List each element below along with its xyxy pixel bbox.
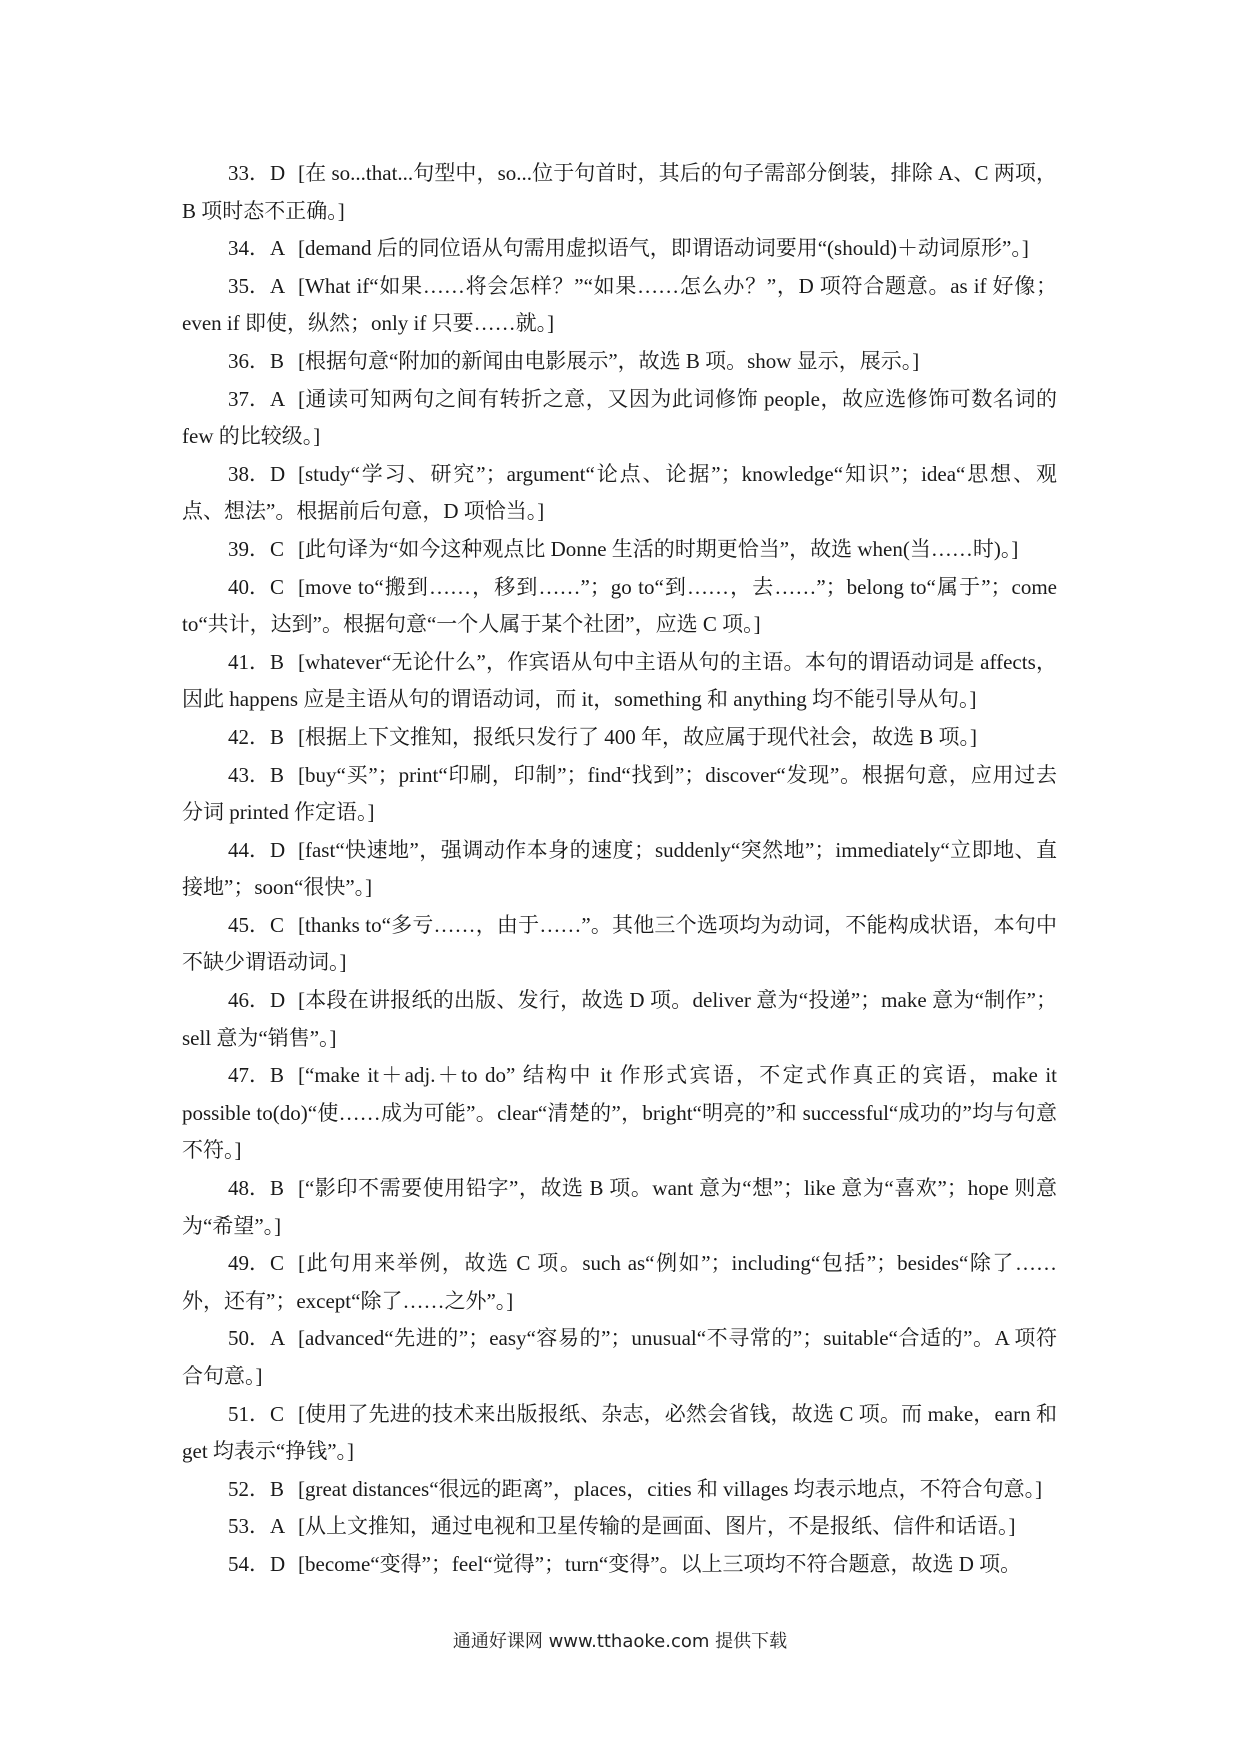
- question-number: 43．: [228, 762, 270, 787]
- question-number: 46．: [228, 988, 270, 1013]
- explanation-text: [从上文推知，通过电视和卫星传输的是画面、图片，不是报纸、信件和话语。]: [298, 1514, 1016, 1539]
- answer-letter: A: [270, 236, 286, 261]
- question-number: 51．: [228, 1401, 270, 1426]
- question-number: 45．: [228, 912, 270, 937]
- question-number: 40．: [228, 574, 270, 599]
- question-number: 39．: [228, 536, 270, 561]
- answer-letter: C: [270, 912, 285, 937]
- answer-item: [182, 1396, 1057, 1471]
- question-number: 53．: [228, 1514, 270, 1539]
- explanation-text: [great distances“很远的距离”，places，cities 和 villages 均表示地点，不符合句意。]: [298, 1476, 1043, 1501]
- question-number: 35．: [228, 273, 270, 298]
- page-footer: 通通好课网 www.tthaoke.com 提供下载: [452, 1631, 788, 1652]
- answer-letter: A: [270, 1326, 286, 1351]
- question-number: 34．: [228, 236, 270, 261]
- explanation-text: [在 so...that...句型中，so...位于句首时，其后的句子需部分倒装，排除 A、C 两项，B 项时态不正确。]: [182, 161, 1057, 223]
- answer-item: [182, 1170, 1057, 1245]
- question-number: 50．: [228, 1326, 270, 1351]
- answer-item: [182, 757, 1057, 832]
- question-number: 52．: [228, 1476, 270, 1501]
- question-number: 33．: [228, 161, 270, 185]
- answer-item: [182, 1471, 1057, 1509]
- explanation-text: [此句用来举例，故选 C 项。such as“例如”；including“包括”；besides“除了……外，还有”；except“除了……之外”。]: [182, 1251, 1057, 1313]
- answer-item: [182, 456, 1057, 531]
- explanation-text: [“make it＋adj.＋to do” 结构中 it 作形式宾语，不定式作真正的宾语，make it possible to(do)“使……成为可能”。clear“清楚的”，bright“明亮的”和 successful“成功的”均与句意不符。]: [182, 1063, 1057, 1163]
- answer-item: [182, 1320, 1057, 1395]
- explanation-text: [move to“搬到……，移到……”；go to“到……，去……”；belong to“属于”；come to“共计，达到”。根据句意“一个人属于某个社团”，应选 C 项。]: [182, 574, 1057, 637]
- question-number: 38．: [228, 461, 270, 486]
- answer-letter: B: [270, 762, 285, 787]
- question-number: 48．: [228, 1176, 270, 1201]
- answer-item: [182, 832, 1057, 907]
- answer-letter: D: [270, 1551, 286, 1576]
- question-number: 36．: [228, 348, 270, 373]
- question-number: 44．: [228, 837, 270, 862]
- answer-item: [182, 644, 1057, 719]
- explanation-text: [本段在讲报纸的出版、发行，故选 D 项。deliver 意为“投递”；make 意为“制作”；sell 意为“销售”。]: [182, 988, 1057, 1050]
- explanation-text: [demand 后的同位语从句需用虚拟语气，即谓语动词要用“(should)＋动词原形”。]: [298, 236, 1029, 261]
- explanation-text: [buy“买”；print“印刷，印制”；find“找到”；discover“发现”。根据句意，应用过去分词 printed 作定语。]: [182, 762, 1057, 825]
- answer-item: [182, 569, 1057, 644]
- explanation-text: [become“变得”；feel“觉得”；turn“变得”。以上三项均不符合题意，故选 D 项。: [298, 1551, 1022, 1576]
- answer-item: [182, 381, 1057, 456]
- answer-item: [182, 1245, 1057, 1320]
- answer-item: [182, 343, 1057, 381]
- answer-item: [182, 155, 1057, 230]
- explanation-text: [whatever“无论什么”，作宾语从句中主语从句的主语。本句的谓语动词是 affects，因此 happens 应是主语从句的谓语动词，而 it，something 和 anything 均不能引导从句。]: [182, 649, 1057, 712]
- answer-letter: C: [270, 1401, 285, 1426]
- explanation-text: [此句译为“如今这种观点比 Donne 生活的时期更恰当”，故选 when(当……时)。]: [298, 536, 1019, 561]
- answer-item: [182, 230, 1057, 268]
- answer-item: [182, 268, 1057, 343]
- answer-item: [182, 531, 1057, 569]
- question-number: 47．: [228, 1063, 270, 1088]
- explanation-text: [根据上下文推知，报纸只发行了 400 年，故应属于现代社会，故选 B 项。]: [298, 724, 977, 749]
- question-number: 41．: [228, 649, 270, 674]
- answer-letter: D: [270, 988, 286, 1013]
- answer-letter: C: [270, 1251, 285, 1276]
- explanation-text: [“影印不需要使用铅字”，故选 B 项。want 意为“想”；like 意为“喜欢”；hope 则意为“希望”。]: [182, 1176, 1057, 1238]
- explanation-text: [使用了先进的技术来出版报纸、杂志，必然会省钱，故选 C 项。而 make，earn 和 get 均表示“挣钱”。]: [182, 1401, 1057, 1464]
- answer-item: [182, 982, 1057, 1057]
- answer-item: [182, 1546, 1057, 1584]
- question-number: 49．: [228, 1251, 270, 1276]
- question-number: 37．: [228, 386, 270, 411]
- answer-letter: D: [270, 837, 286, 862]
- answer-letter: A: [270, 273, 286, 298]
- answer-letter: C: [270, 574, 285, 599]
- explanation-text: [通读可知两句之间有转折之意，又因为此词修饰 people，故应选修饰可数名词的 few 的比较级。]: [182, 386, 1057, 449]
- explanation-text: [thanks to“多亏……，由于……”。其他三个选项均为动词，不能构成状语，本句中不缺少谓语动词。]: [182, 912, 1057, 975]
- answer-item: [182, 719, 1057, 757]
- question-number: 54．: [228, 1551, 270, 1576]
- answer-letter: A: [270, 1514, 286, 1539]
- answer-letter: B: [270, 724, 285, 749]
- answer-explanations: [182, 155, 1057, 1584]
- explanation-text: [advanced“先进的”；easy“容易的”；unusual“不寻常的”；suitable“合适的”。A 项符合句意。]: [182, 1326, 1057, 1388]
- answer-letter: C: [270, 536, 285, 561]
- answer-letter: B: [270, 1476, 285, 1501]
- answer-letter: B: [270, 1063, 285, 1088]
- question-number: 42．: [228, 724, 270, 749]
- answer-item: [182, 1508, 1057, 1546]
- answer-letter: B: [270, 1176, 285, 1201]
- explanation-text: [study“学习、研究”；argument“论点、论据”；knowledge“知识”；idea“思想、观点、想法”。根据前后句意，D 项恰当。]: [182, 461, 1057, 524]
- answer-letter: A: [270, 386, 286, 411]
- explanation-text: [根据句意“附加的新闻由电影展示”，故选 B 项。show 显示，展示。]: [298, 348, 920, 373]
- explanation-text: [fast“快速地”，强调动作本身的速度；suddenly“突然地”；immediately“立即地、直接地”；soon“很快”。]: [182, 837, 1057, 900]
- answer-item: [182, 907, 1057, 982]
- explanation-text: [What if“如果……将会怎样？”“如果……怎么办？”，D 项符合题意。as if 好像；even if 即使，纵然；only if 只要……就。]: [182, 273, 1057, 336]
- answer-letter: D: [270, 461, 286, 486]
- answer-letter: B: [270, 649, 285, 674]
- answer-letter: D: [270, 161, 286, 185]
- answer-letter: B: [270, 348, 285, 373]
- answer-item: [182, 1057, 1057, 1170]
